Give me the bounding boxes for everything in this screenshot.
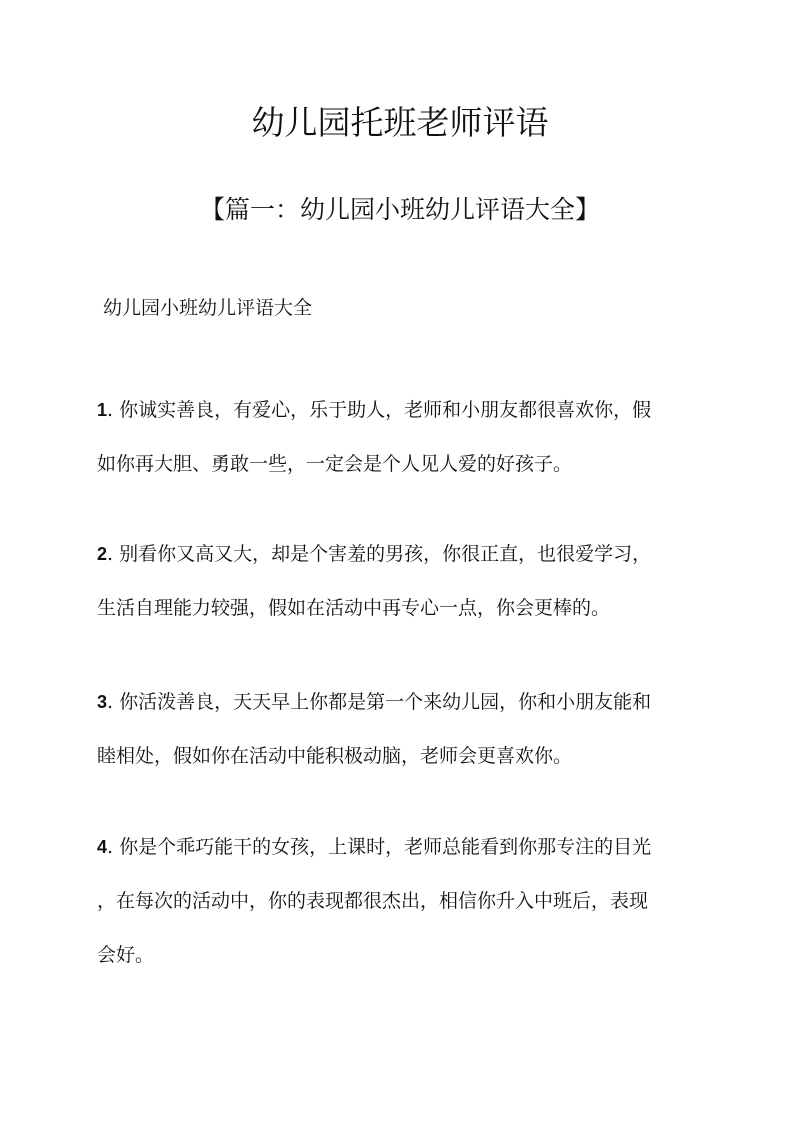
comment-item xyxy=(97,675,707,783)
comment-line xyxy=(97,820,707,874)
comment-line xyxy=(97,675,707,729)
item-number: 3 xyxy=(97,692,108,712)
item-number: 4 xyxy=(97,837,108,857)
comment-text: . 别看你又高又大，却是个害羞的男孩，你很正直，也很爱学习， xyxy=(107,543,652,565)
item-number: 1 xyxy=(97,400,108,420)
comment-text: ，在每次的活动中，你的表现都很杰出，相信你升入中班后，表现 xyxy=(97,890,649,912)
comment-text: 生活自理能力较强，假如在活动中再专心一点，你会更棒的。 xyxy=(97,597,611,619)
section-heading: 幼儿园小班幼儿评语大全 xyxy=(103,297,313,319)
comment-item xyxy=(97,383,707,491)
section-subtitle: 【篇一：幼儿园小班幼儿评语大全】 xyxy=(199,195,600,224)
comment-line xyxy=(97,383,707,437)
comment-item xyxy=(97,527,707,635)
comment-text: . 你是个乖巧能干的女孩，上课时，老师总能看到你那专注的目光 xyxy=(107,836,652,858)
item-number: 2 xyxy=(97,544,108,564)
comment-text: 如你再大胆、勇敢一些，一定会是个人见人爱的好孩子。 xyxy=(97,453,573,475)
comment-text: . 你活泼善良，天天早上你都是第一个来幼儿园，你和小朋友能和 xyxy=(107,691,652,713)
comment-line xyxy=(97,527,707,581)
comment-text: 睦相处，假如你在活动中能积极动脑，老师会更喜欢你。 xyxy=(97,745,573,767)
comment-text: 会好。 xyxy=(97,944,155,966)
comment-text: . 你诚实善良，有爱心，乐于助人，老师和小朋友都很喜欢你，假 xyxy=(107,399,652,421)
document-title: 幼儿园托班老师评语 xyxy=(251,103,549,142)
comment-item xyxy=(97,820,707,982)
